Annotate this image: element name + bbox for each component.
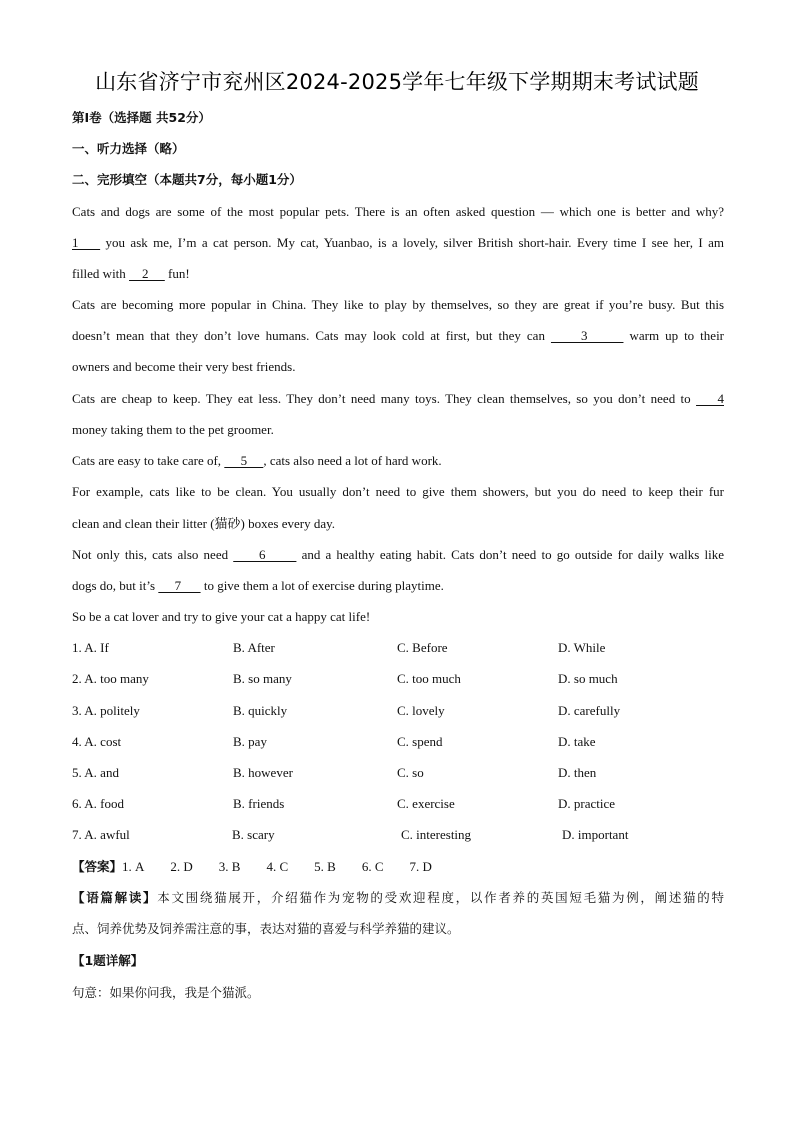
passage-p1-line3: filled with 2 fun!: [72, 266, 190, 281]
option-c: C. lovely: [397, 703, 445, 718]
passage-p5-line1: For example, cats like to be clean. You usually don’t need to give them showers, but you do need to keep their fur: [72, 484, 724, 499]
question-row: [72, 763, 732, 783]
option-b: B. friends: [233, 796, 285, 811]
answer-item: 4. C: [266, 859, 289, 874]
option-d: D. then: [558, 765, 597, 780]
passage-p5-line2: clean and clean their litter (猫砂) boxes every day.: [72, 516, 336, 531]
sentence-meaning: 句意：如果你问我，我是个猫派。: [72, 985, 260, 1000]
blank-3: 3: [550, 328, 624, 343]
option-d: D. carefully: [558, 703, 621, 718]
passage-p7: So be a cat lover and try to give your cat a happy cat life!: [72, 609, 371, 624]
option-c: C. spend: [397, 734, 443, 749]
option-c: C. exercise: [397, 796, 455, 811]
passage-p6-line1: Not only this, cats also need 6 and a healthy eating habit. Cats don’t need to go outside for daily walks like: [72, 547, 725, 562]
option-a: 7. A. awful: [72, 827, 130, 842]
blank-5: 5: [224, 453, 264, 468]
option-b: B. scary: [232, 827, 275, 842]
question-row: [72, 732, 732, 752]
detail-header: 【1题详解】: [72, 953, 144, 968]
option-b: B. however: [233, 765, 293, 780]
passage-p1-line1: Cats and dogs are some of the most popular pets. There is an often asked question — which one is better and why?: [72, 204, 724, 219]
interpretation-line2: 点、饲养优势及饲养需注意的事，表达对猫的喜爱与科学养猫的建议。: [72, 921, 460, 936]
page-title: 山东省济宁市兖州区2024-2025学年七年级下学期期末考试试题: [95, 70, 699, 94]
passage-p6-line2: dogs do, but it’s 7 to give them a lot of exercise during playtime.: [72, 578, 444, 593]
question-row: [72, 701, 732, 721]
option-a: 5. A. and: [72, 765, 119, 780]
option-d: D. take: [558, 734, 596, 749]
passage-p3-line1: Cats are cheap to keep. They eat less. They don’t need many toys. They clean themselves, so you don’t need to 4: [72, 391, 724, 406]
answer-item: 3. B: [218, 859, 241, 874]
option-b: B. so many: [233, 671, 292, 686]
interpretation-label: 【语篇解读】: [72, 890, 158, 905]
answer-item: 5. B: [314, 859, 336, 874]
blank-4: 4: [696, 391, 724, 406]
question-row: [72, 825, 732, 845]
option-c: C. Before: [397, 640, 448, 655]
question-row: [72, 638, 732, 658]
answer-item: 7. D: [409, 859, 432, 874]
blank-7: 7: [158, 578, 201, 593]
interpretation-line1: 【语篇解读】本文围绕猫展开，介绍猫作为宠物的受欢迎程度，以作者养的英国短毛猫为例，阐述猫的特: [72, 890, 724, 905]
option-d: D. While: [558, 640, 606, 655]
answer-key: [72, 857, 724, 877]
option-a: 4. A. cost: [72, 734, 122, 749]
option-d: D. important: [562, 827, 629, 842]
passage-p2-line3: owners and become their very best friends.: [72, 359, 296, 374]
question-row: [72, 669, 732, 689]
blank-6: 6: [233, 547, 297, 562]
passage-p4: Cats are easy to take care of, 5 , cats also need a lot of hard work.: [72, 453, 442, 468]
passage-p3-line2: money taking them to the pet groomer.: [72, 422, 274, 437]
option-a: 1. A. If: [72, 640, 109, 655]
passage-p1-line2: 1 you ask me, I’m a cat person. My cat, Yuanbao, is a lovely, silver British short-hair. Every time I see her, I am: [72, 235, 724, 250]
option-b: B. After: [233, 640, 275, 655]
passage-p2-line1: Cats are becoming more popular in China. They like to play by themselves, so they are great if you’re busy. But this: [72, 297, 724, 312]
option-a: 6. A. food: [72, 796, 124, 811]
blank-1: 1: [72, 235, 101, 250]
option-b: B. pay: [233, 734, 267, 749]
option-c: C. interesting: [401, 827, 472, 842]
passage-p2-line2: doesn’t mean that they don’t love humans. Cats may look cold at first, but they can 3 warm up to their: [72, 328, 725, 343]
section-header: 第Ⅰ卷（选择题 共52分）: [72, 110, 211, 125]
option-c: C. too much: [397, 671, 461, 686]
answer-item: 2. D: [170, 859, 193, 874]
option-d: D. so much: [558, 671, 618, 686]
answer-item: 1. A: [122, 859, 145, 874]
option-c: C. so: [397, 765, 424, 780]
part1-heading: 一、听力选择（略）: [72, 141, 185, 156]
option-d: D. practice: [558, 796, 616, 811]
option-a: 3. A. politely: [72, 703, 140, 718]
blank-2: 2: [129, 266, 165, 281]
question-row: [72, 794, 732, 814]
answer-item: 6. C: [361, 859, 384, 874]
option-a: 2. A. too many: [72, 671, 149, 686]
answer-label: 【答案】: [72, 859, 123, 874]
part2-heading: 二、完形填空（本题共7分，每小题1分）: [72, 172, 302, 187]
option-b: B. quickly: [233, 703, 288, 718]
